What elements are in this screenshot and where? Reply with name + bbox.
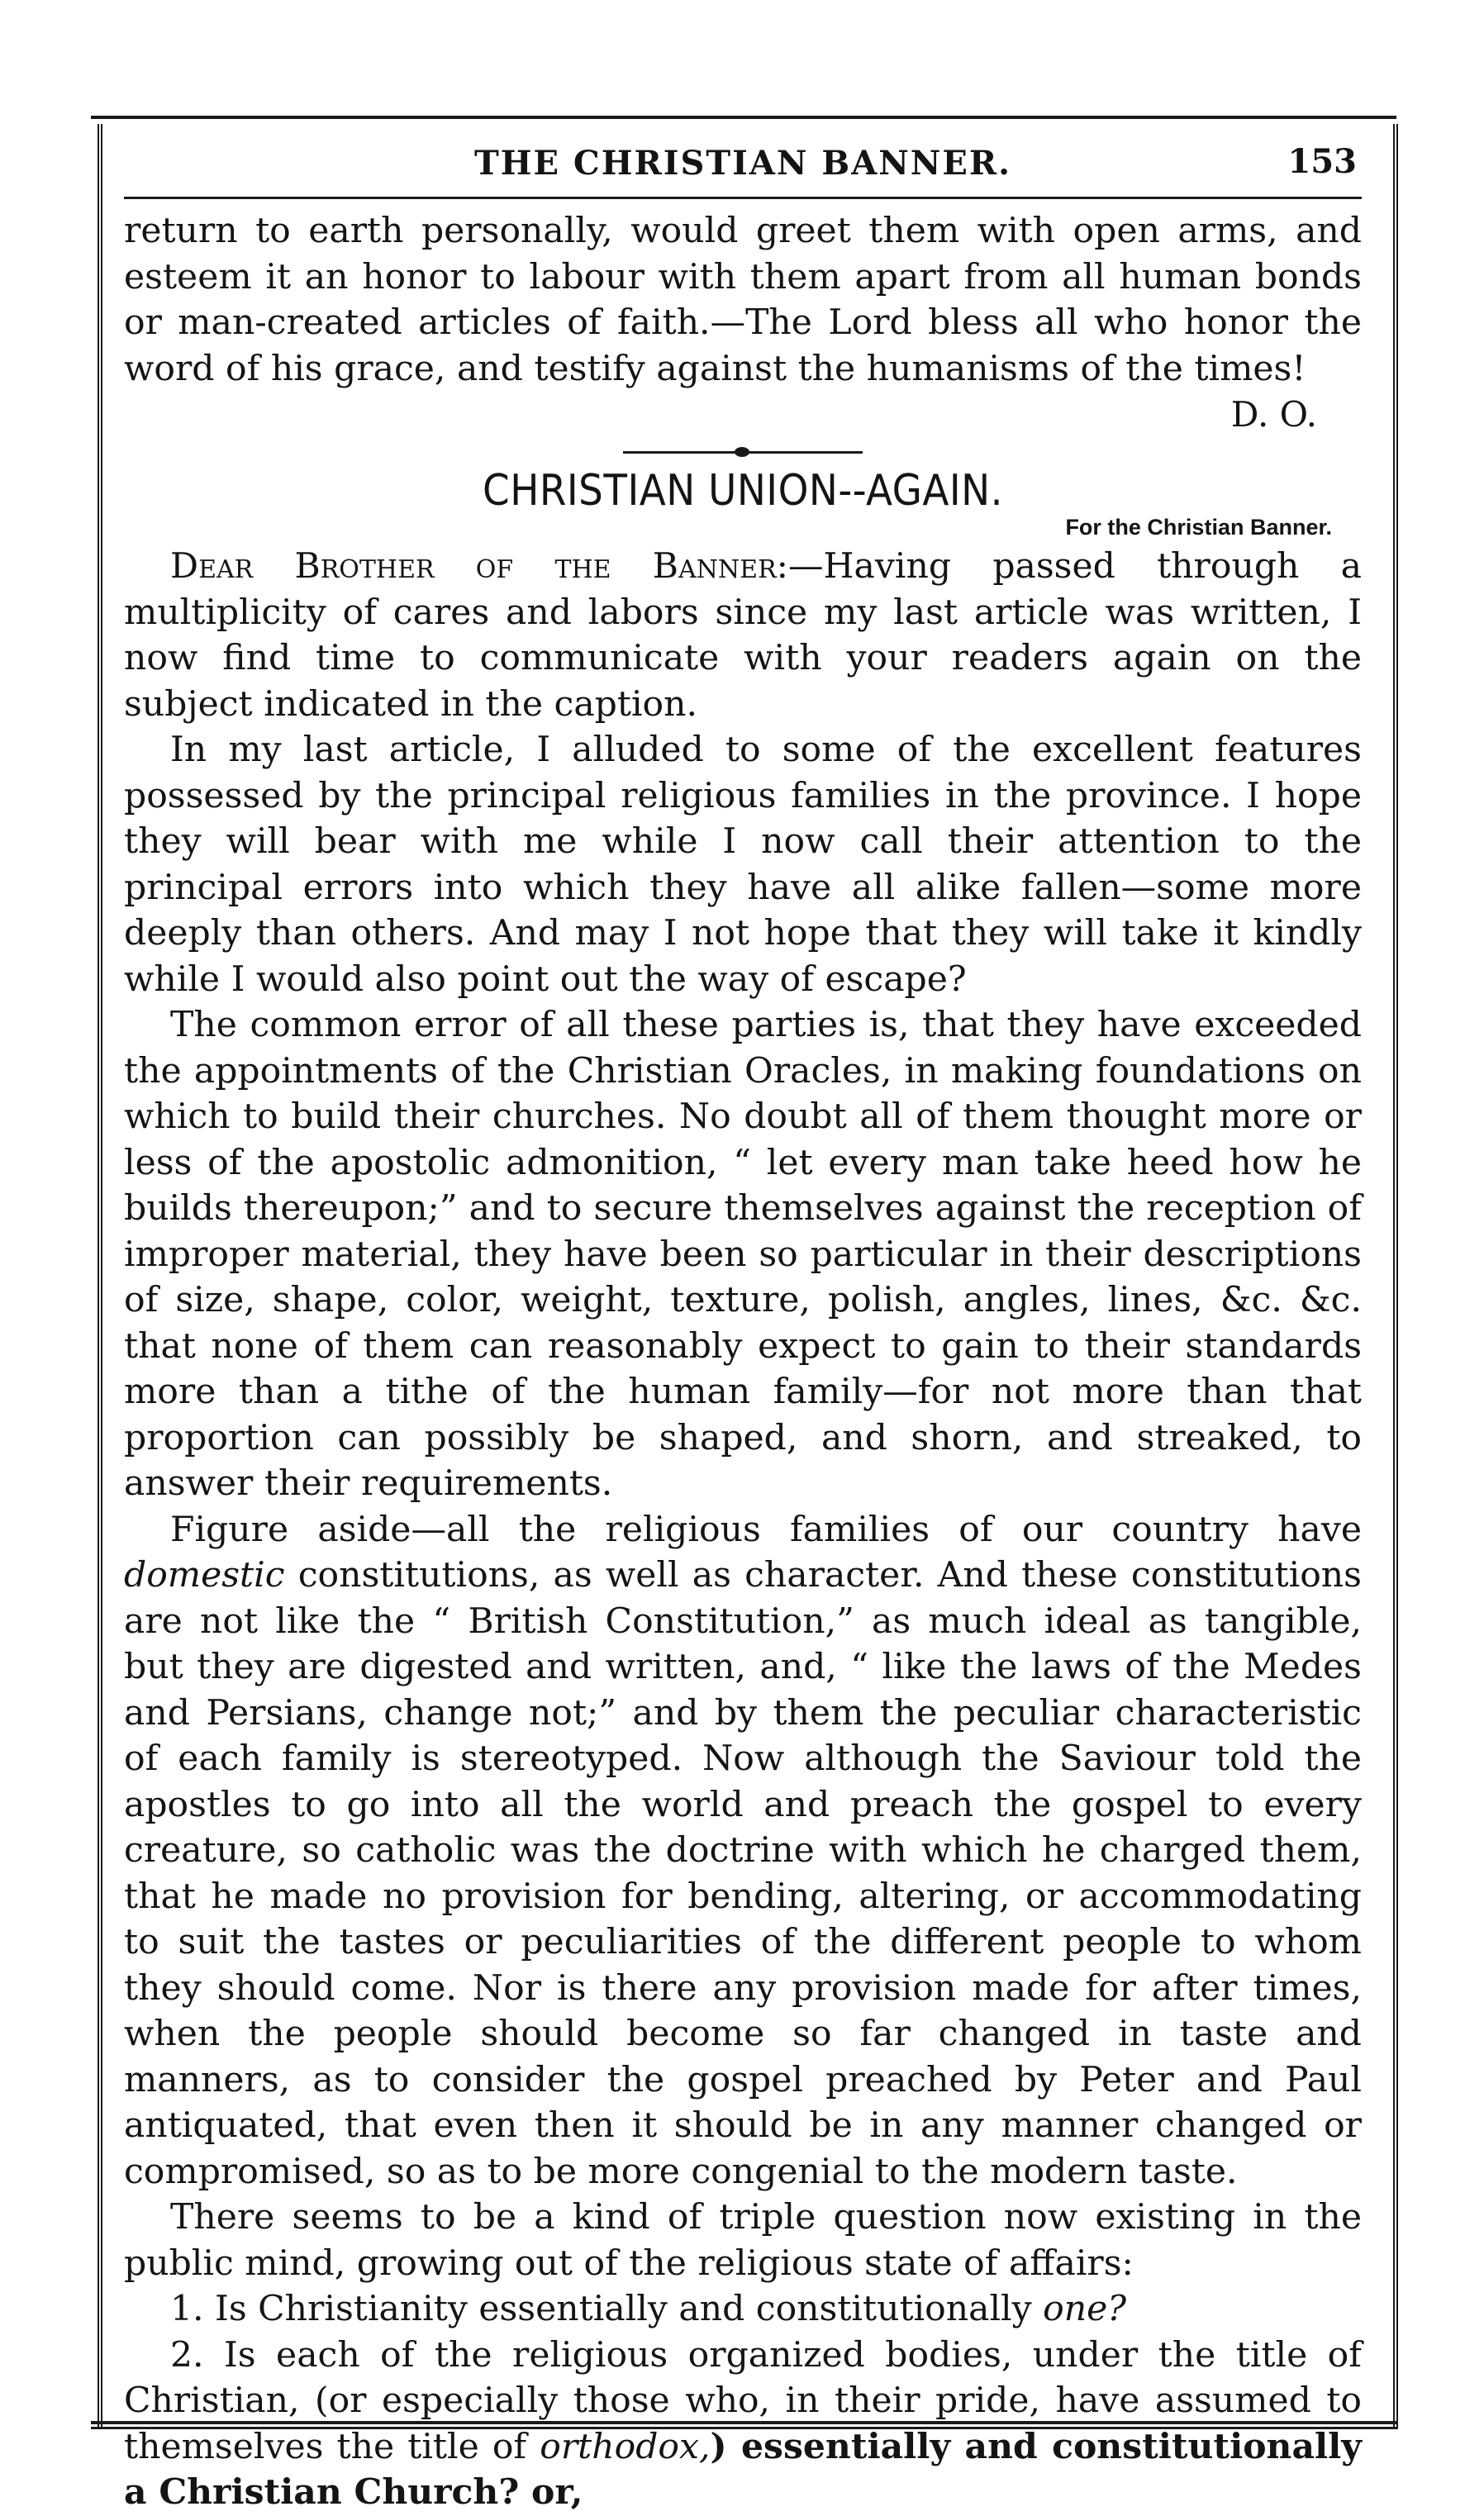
question-2-rest: ) essentially and constitutionally a Christian Church? or, — [124, 2425, 1362, 2513]
author-signature: D. O. — [1230, 394, 1317, 435]
question-1-italic: one? — [1043, 2289, 1127, 2329]
running-title: THE CHRISTIAN BANNER. — [473, 144, 1012, 183]
paragraph-4-start: Figure aside—all the religious families of our country have — [170, 1509, 1362, 1550]
page-number: 153 — [1287, 142, 1357, 181]
question-2-italic: orthodox, — [540, 2426, 711, 2467]
top-border-rule — [91, 116, 1396, 119]
paragraph-1-text: :—Having passed through a multiplicity of cares and labors since my last article was written, I now find time to communicate with your readers again on the subject indicated in the caption. — [124, 546, 1362, 725]
running-header — [124, 139, 1362, 188]
article-paragraph-3: The common error of all these parties is, that they have exceeded the appointments of the Christian Oracles, in making foundations on which to build their churches. No doubt all of them thought more or less of the apostolic admonition, “ let every man take heed how he builds thereupon;” and to secure themselves against the reception of improper material, they have been so particular in their descriptions of size, shape, color, weight, texture, polish, angles, lines, &c. &c. that none of them can reasonably expect to gain to their standards more than a tithe of the human family—for not more than that proportion can possibly be shaped, and shorn, and streaked, to answer their requirements. — [124, 1005, 1362, 1504]
header-rule — [124, 197, 1362, 199]
bottom-border-rule — [91, 2421, 1396, 2429]
section-divider — [124, 438, 1362, 466]
article-paragraph-2: In my last article, I alluded to some of the excellent features possessed by the principal religious families in the province. I hope they will bear with me while I now call their attention to the principal errors into which they have all alike fallen—some more deeply than others. And may I not hope that they will take it kindly while I would also point out the way of escape? — [124, 730, 1362, 1000]
article-paragraph-1 — [124, 544, 1362, 727]
article-paragraph-4 — [124, 1507, 1362, 2195]
previous-article-closing-paragraph: return to earth personally, would greet them with open arms, and esteem it an honor to labour with them apart from all human bonds or man-created articles of faith.—The Lord bless all who honor the word of his grace, and testify against the humanisms of the times! — [124, 211, 1362, 389]
question-2-text: 2. Is each of the religious organized bodies, under the title of Christian, (or especially those who, in their pride, have assumed to themselves the title of — [124, 2334, 1362, 2467]
paragraph-4-italic: domestic — [124, 1555, 285, 1596]
page-content — [124, 208, 1362, 2516]
divider-ornament — [735, 447, 749, 457]
article-byline: For the Christian Banner. — [1065, 515, 1332, 540]
article-paragraph-5: There seems to be a kind of triple question now existing in the public mind, growing out of the religious state of affairs: — [124, 2197, 1362, 2284]
question-1-text: 1. Is Christianity essentially and constitutionally — [170, 2289, 1044, 2329]
paragraph-4-rest: constitutions, as well as character. And these constitutions are not like the “ British Constitution,” as much ideal as tangible, but they are digested and written, and, “ like the laws of the Medes and Persians, change not;” and by them the peculiar characteristic of each family is stereotyped. Now although the Saviour told the apostles to go into all the world and preach the gospel to every creature, so catholic was the doctrine with which he charged them, that he made no provision for bending, altering, or accommodating to suit the tastes or peculiarities of the different people to whom they should come. Nor is there any provision made for after times, when the people should become so far changed in taste and manners, as to consider the gospel preached by Peter and Paul antiquated, that even then it should be in any manner changed or compromised, so as to be more congenial to the modern taste. — [124, 1555, 1362, 2192]
article-title: CHRISTIAN UNION--AGAIN. — [483, 466, 1003, 516]
salutation: Dear Brother of the Banner — [170, 546, 777, 587]
question-1 — [124, 2286, 1362, 2333]
